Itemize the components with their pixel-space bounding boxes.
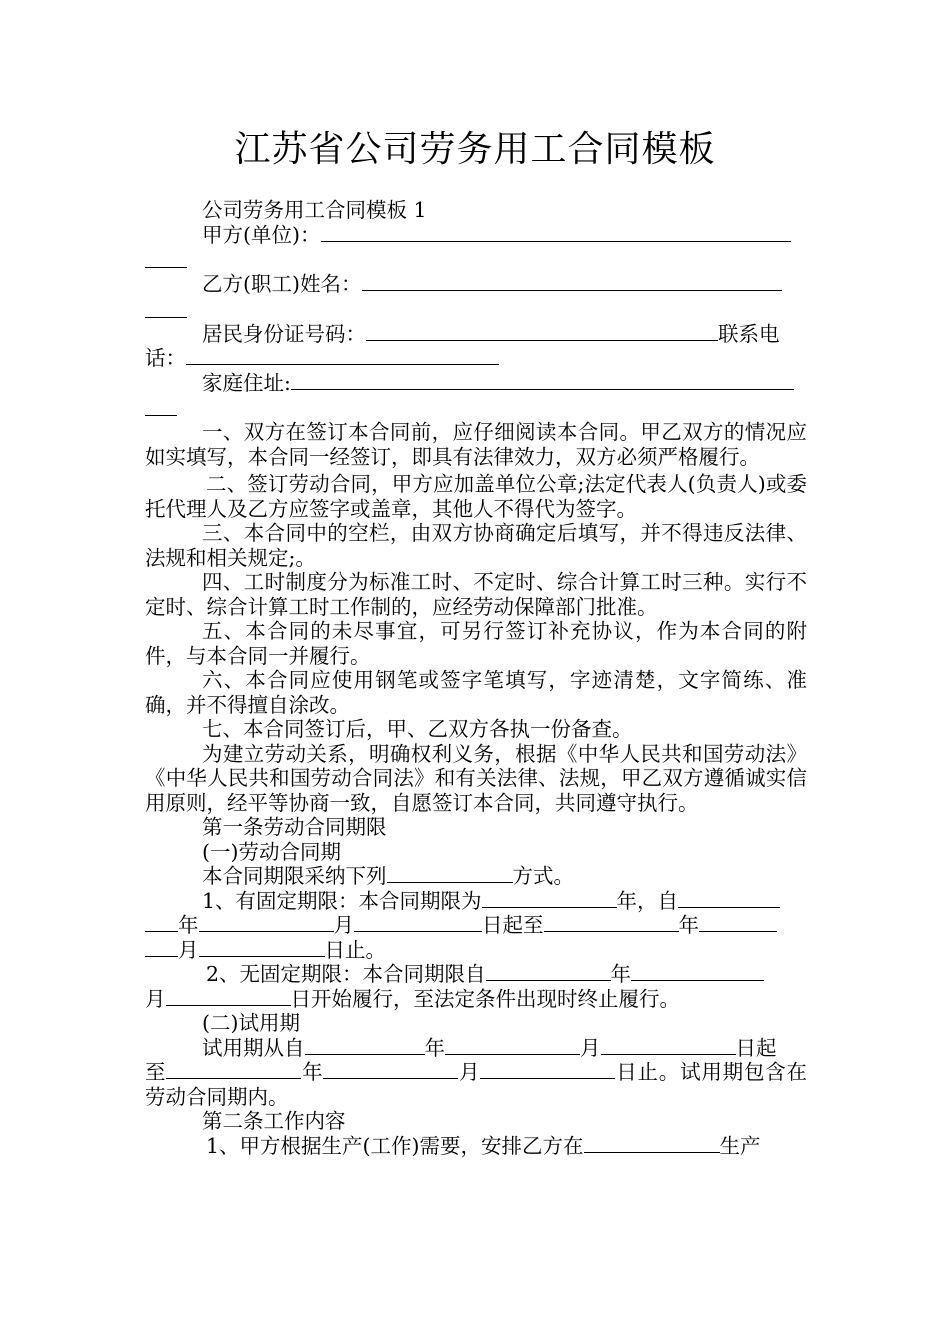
term-type-label: 本合同期限采纳下列: [202, 864, 387, 888]
phone-label-part1: 联系电: [718, 321, 780, 346]
term-type-field: [145, 864, 807, 889]
note-3: 三、本合同中的空栏，由双方协商确定后填写，并不得违反法律、法规和相关规定;。: [145, 521, 807, 570]
year-text-2: 年: [678, 913, 699, 937]
trial-period-clause: [145, 1036, 807, 1061]
fixed-start-day-blank[interactable]: [354, 913, 482, 932]
work-content-clause: [145, 1134, 807, 1159]
trial-end-month-blank[interactable]: [323, 1060, 458, 1079]
work-content-label: 1、甲方根据生产(工作)需要，安排乙方在: [206, 1133, 584, 1158]
month-text-2: 月: [178, 937, 199, 962]
party-a-blank[interactable]: [321, 223, 791, 242]
trial-start-year-blank[interactable]: [305, 1036, 425, 1055]
phone-field: [145, 346, 807, 371]
fixed-end-month-blank[interactable]: [699, 913, 777, 932]
party-a-field: [145, 223, 807, 248]
fixed-end-month-blank-cont[interactable]: [145, 938, 178, 957]
id-number-field: [145, 322, 807, 347]
phone-label-part2: 话：: [145, 346, 186, 370]
party-a-label: 甲方(单位)：: [202, 222, 321, 247]
trial-start-text: 日起: [735, 1035, 777, 1060]
fixed-term-clause: [145, 889, 807, 914]
term-type-suffix: 方式。: [512, 864, 574, 888]
trial-end-text: 日止。试用期包含在劳动合同期内。: [145, 1060, 808, 1109]
trial-start-day-blank[interactable]: [601, 1036, 736, 1055]
fixed-start-year-blank[interactable]: [678, 889, 780, 908]
open-term-label: 2、无固定期限：本合同期限自: [206, 962, 486, 986]
party-b-field: [145, 272, 807, 297]
fixed-end-day-blank[interactable]: [199, 938, 325, 957]
end-text: 日止。: [324, 937, 386, 962]
address-blank-continued[interactable]: [145, 395, 177, 416]
template-subtitle: 公司劳务用工合同模板 1: [202, 198, 427, 222]
fixed-term-text: 年，自: [616, 888, 679, 913]
year-text-5: 年: [301, 1060, 324, 1084]
open-term-clause: [145, 962, 807, 987]
party-b-label: 乙方(职工)姓名：: [202, 272, 362, 296]
trial-start-month-blank[interactable]: [445, 1036, 580, 1055]
fixed-term-label: 1、有固定期限：本合同期限为: [202, 888, 482, 913]
term-type-blank[interactable]: [387, 864, 513, 883]
work-dept-blank[interactable]: [584, 1134, 720, 1153]
month-text-3: 月: [145, 986, 166, 1011]
fixed-term-clause-end: [145, 938, 807, 963]
fixed-term-clause-cont: [145, 913, 807, 938]
document-body: [145, 198, 807, 1158]
note-7: 七、本合同签订后，甲、乙双方各执一份备查。: [202, 717, 633, 741]
open-start-day-blank[interactable]: [166, 987, 291, 1006]
trial-period-clause-cont: [145, 1060, 807, 1109]
open-start-year-blank[interactable]: [486, 962, 611, 981]
trial-end-year-blank[interactable]: [166, 1060, 301, 1079]
fixed-start-year-blank-cont[interactable]: [145, 913, 178, 932]
article-1-section-2: (二)试用期: [202, 1011, 300, 1035]
year-text-4: 年: [424, 1035, 445, 1060]
preamble: 为建立劳动关系，明确权利义务，根据《中华人民共和国劳动法》《中华人民共和国劳动合同法》和有关法律、法规，甲乙双方遵循诚实信用原则，经平等协商一致，自愿签订本合同，共同遵守执行。: [145, 741, 807, 815]
note-5: 五、本合同的未尽事宜，可另行签订补充协议，作为本合同的附件，与本合同一并履行。: [145, 619, 807, 668]
id-number-blank[interactable]: [366, 322, 718, 341]
party-b-blank[interactable]: [362, 272, 782, 291]
party-b-blank-continued[interactable]: [145, 297, 187, 318]
party-a-blank-continued[interactable]: [145, 247, 187, 268]
trial-end-day-blank[interactable]: [480, 1060, 615, 1079]
note-2: 二、签订劳动合同，甲方应加盖单位公章;法定代表人(负责人)或委托代理人及乙方应签字或盖章，其他人不得代为签字。: [145, 472, 807, 521]
fixed-start-month-blank[interactable]: [199, 913, 334, 932]
address-label: 家庭住址:: [202, 370, 291, 395]
phone-blank[interactable]: [186, 346, 499, 365]
fixed-term-years-blank[interactable]: [482, 889, 617, 908]
note-1: 一、双方在签订本合同前，应仔细阅读本合同。甲乙双方的情况应如实填写，本合同一经签订，即具有法律效力，双方必须严格履行。: [145, 420, 807, 469]
note-6: 六、本合同应使用钢笔或签字笔填写，字迹清楚，文字简练、准确，并不得擅自涂改。: [145, 668, 807, 717]
article-1-heading: 第一条劳动合同期限: [202, 815, 387, 839]
fixed-end-year-blank[interactable]: [544, 913, 679, 932]
open-start-month-blank[interactable]: [631, 962, 764, 981]
open-term-text: 日开始履行，至法定条件出现时终止履行。: [290, 986, 680, 1011]
trial-label: 试用期从自: [202, 1035, 305, 1060]
note-4: 四、工时制度分为标准工时、不定时、综合计算工时三种。实行不定时、综合计算工时工作制的，应经劳动保障部门批准。: [145, 570, 807, 619]
month-text: 月: [333, 913, 354, 937]
month-text-4: 月: [580, 1035, 601, 1060]
year-text-3: 年: [610, 962, 632, 986]
address-blank[interactable]: [291, 371, 794, 390]
id-number-label: 居民身份证号码：: [202, 321, 366, 346]
document-title: 江苏省公司劳务用工合同模板: [234, 129, 716, 170]
year-text: 年: [178, 913, 199, 937]
article-2-heading: 第二条工作内容: [202, 1109, 346, 1133]
month-text-5: 月: [458, 1060, 481, 1084]
address-field: [145, 371, 807, 396]
article-1-section-1: (一)劳动合同期: [202, 839, 341, 864]
start-to-text: 日起至: [482, 913, 544, 937]
work-content-text: 生产: [719, 1133, 761, 1158]
trial-to-text: 至: [145, 1060, 167, 1084]
open-term-clause-cont: [145, 987, 807, 1012]
